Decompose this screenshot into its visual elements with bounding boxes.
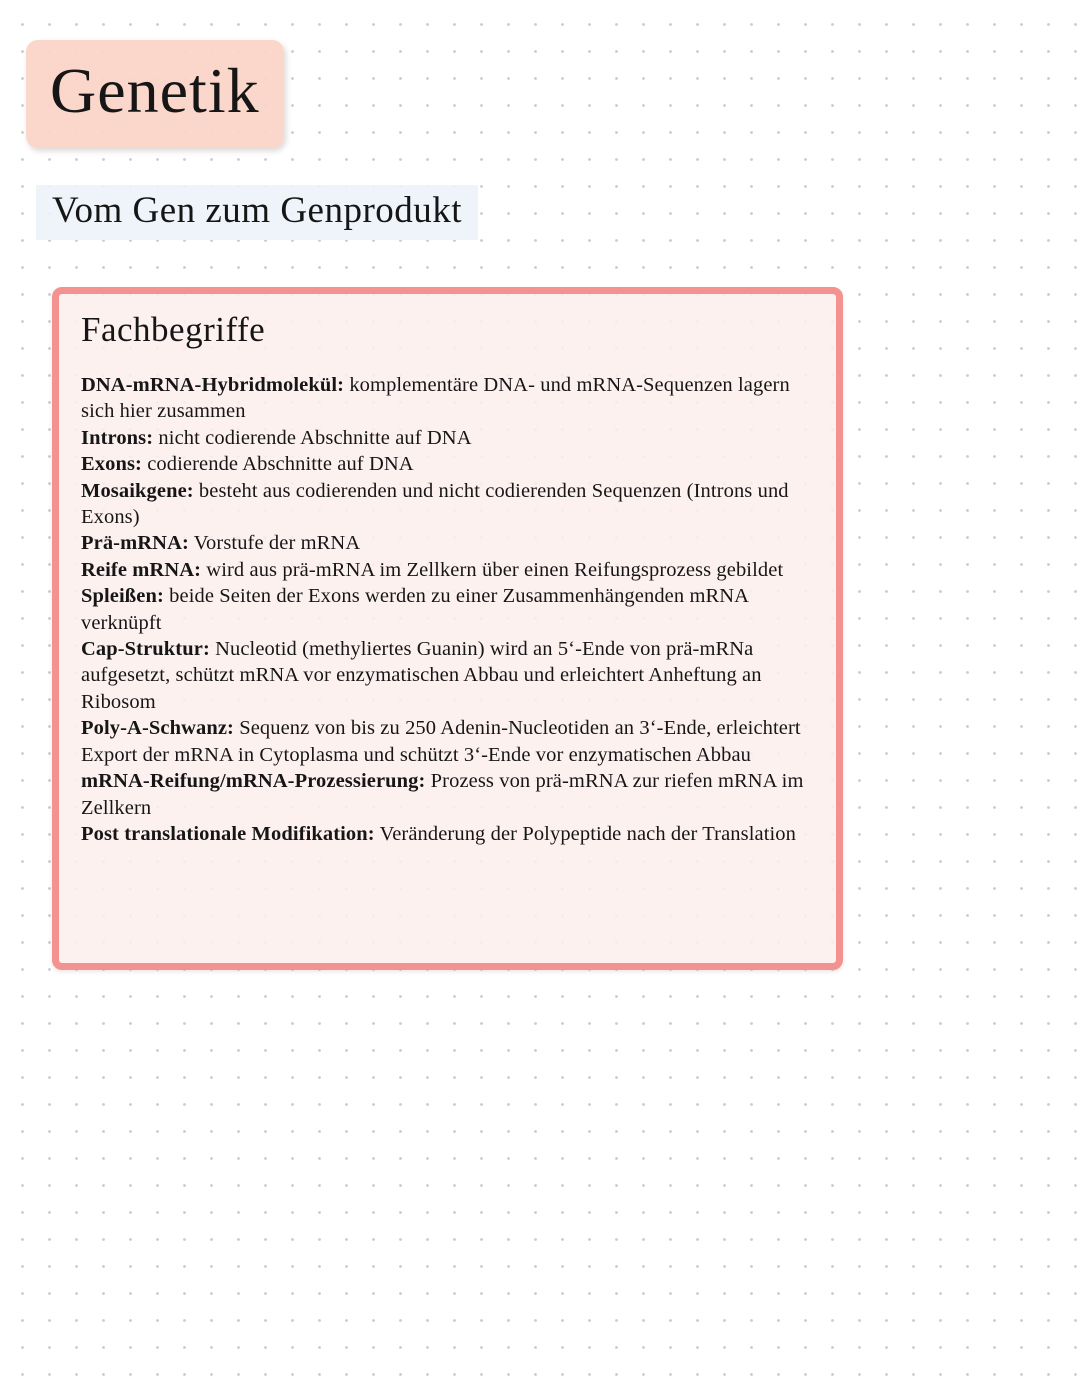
term-definition-text: codierende Abschnitte auf DNA xyxy=(141,453,414,476)
term-definition-text: Nucleotid (methyliertes Guanin) wird an 5‘-Ende von prä-mRNa aufgesetzt, schützt mRNA vor enzymatischen Abbau und erleichtert Anheftung an Ribosom xyxy=(81,638,762,713)
term-definition-row xyxy=(81,821,810,847)
term-definition-row xyxy=(81,451,810,477)
term-definition-text: beide Seiten der Exons werden zu einer Zusammenhängenden mRNA verknüpft xyxy=(81,585,748,634)
term-definition-text: besteht aus codierenden und nicht codierenden Sequenzen (Introns und Exons) xyxy=(81,479,789,529)
term-definition-row xyxy=(81,557,810,583)
term-label: Poly-A-Schwanz: xyxy=(81,717,234,740)
term-definition-text: Veränderung der Polypeptide nach der Translation xyxy=(374,822,796,845)
term-definition-text: Vorstufe der mRNA xyxy=(188,532,361,555)
term-definition-row xyxy=(81,636,810,715)
term-definition-text: nicht codierende Abschnitte auf DNA xyxy=(153,426,472,449)
term-label: DNA-mRNA-Hybridmolekül: xyxy=(81,374,345,396)
term-label: Spleißen: xyxy=(81,585,164,608)
term-definition-row xyxy=(81,530,810,556)
term-label: Cap-Struktur: xyxy=(81,638,210,661)
section-subtitle-highlight xyxy=(36,185,478,240)
term-label: mRNA-Reifung/mRNA-Prozessierung: xyxy=(81,770,426,793)
term-label: Introns: xyxy=(81,426,154,449)
term-definition-row xyxy=(81,478,810,531)
terms-list xyxy=(81,372,810,847)
term-definition-row xyxy=(81,372,810,425)
term-label: Mosaikgene: xyxy=(81,479,194,502)
term-definition-row xyxy=(81,583,810,636)
term-definition-text: Prozess von prä-mRNA zur riefen mRNA im Zellkern xyxy=(81,770,804,819)
term-definition-row xyxy=(81,715,810,768)
term-definition-row xyxy=(81,425,810,451)
term-label: Prä-mRNA: xyxy=(81,532,189,555)
section-subtitle: Vom Gen zum Genprodukt xyxy=(52,190,463,231)
term-label: Reife mRNA: xyxy=(81,558,202,581)
card-heading: Fachbegriffe xyxy=(81,310,266,349)
term-definition-text: Sequenz von bis zu 250 Adenin-Nucleotiden an 3‘-Ende, erleichtert Export der mRNA in Cytoplasma und schützt 3‘-Ende vor enzymatischen Abbau xyxy=(81,717,801,766)
page-title: Genetik xyxy=(50,55,260,126)
term-definition-text: komplementäre DNA- und mRNA-Sequenzen lagern sich hier zusammen xyxy=(81,374,790,423)
term-definition-row xyxy=(81,768,810,821)
term-label: Exons: xyxy=(81,453,142,476)
page-title-highlight xyxy=(26,40,284,148)
term-label: Post translationale Modifikation: xyxy=(81,822,375,845)
fachbegriffe-card xyxy=(52,287,843,970)
term-definition-text: wird aus prä-mRNA im Zellkern über einen Reifungsprozess gebildet xyxy=(201,558,784,581)
